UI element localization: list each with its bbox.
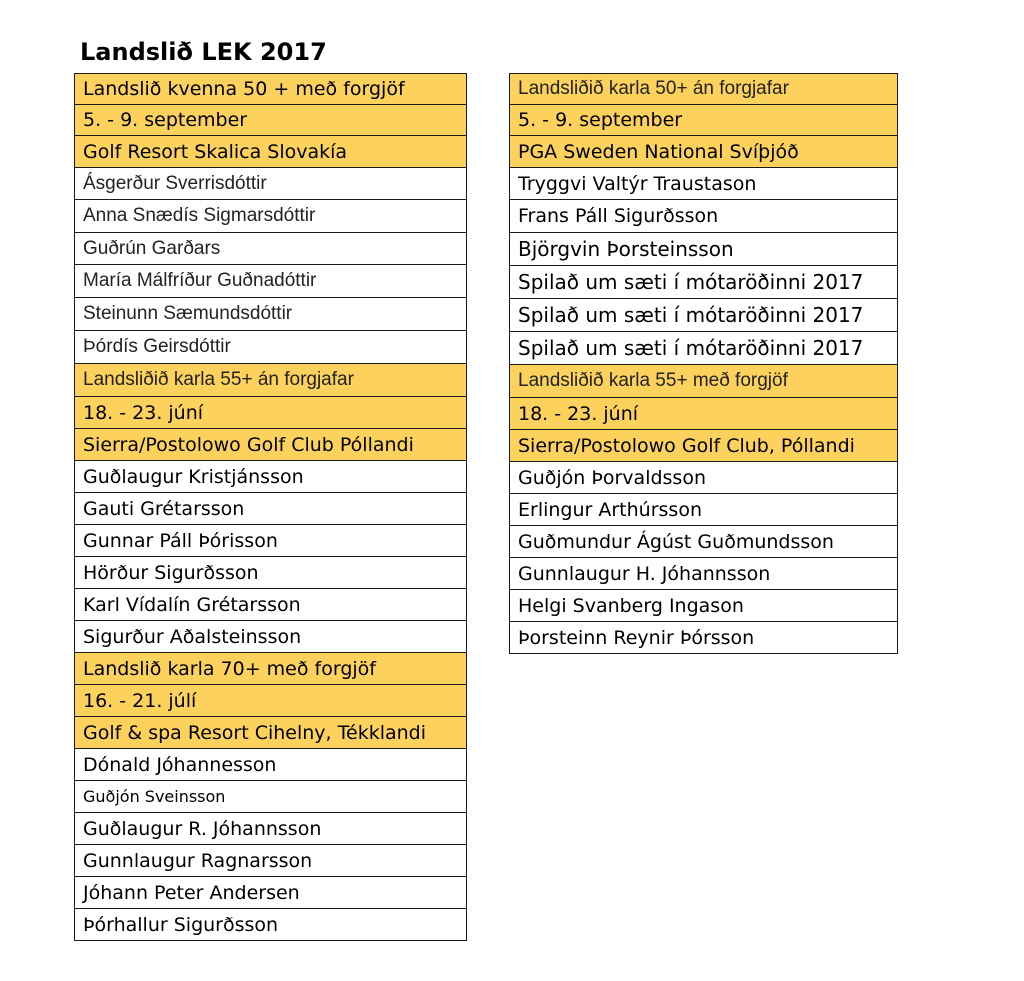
player-name-cell: Guðjón Sveinsson — [75, 781, 467, 813]
player-name-cell: Karl Vídalín Grétarsson — [75, 589, 467, 621]
player-name-cell: Gunnar Páll Þórisson — [75, 525, 467, 557]
table-row — [75, 461, 467, 493]
section-header-cell: 16. - 21. júlí — [75, 685, 467, 717]
table-row — [75, 557, 467, 589]
player-name-cell: Guðrún Garðars — [75, 233, 467, 265]
player-name-cell: Guðlaugur Kristjánsson — [75, 461, 467, 493]
table-row — [510, 430, 898, 462]
player-name-cell: Ásgerður Sverrisdóttir — [75, 168, 467, 200]
player-name-cell: Guðlaugur R. Jóhannsson — [75, 813, 467, 845]
table-row — [510, 168, 898, 200]
player-name-cell: Erlingur Arthúrsson — [510, 494, 898, 526]
section-header-cell: Golf & spa Resort Cihelny, Tékklandi — [75, 717, 467, 749]
page-title: Landslið LEK 2017 — [80, 38, 327, 66]
section-header-cell: Sierra/Postolowo Golf Club Póllandi — [75, 429, 467, 461]
player-name-cell: Anna Snædís Sigmarsdóttir — [75, 200, 467, 233]
player-name-cell: María Málfríður Guðnadóttir — [75, 265, 467, 298]
table-row — [510, 105, 898, 136]
table-row — [75, 168, 467, 200]
table-row — [510, 332, 898, 365]
player-name-cell: Jóhann Peter Andersen — [75, 877, 467, 909]
table-row — [75, 105, 467, 136]
left-team-table — [74, 73, 467, 941]
player-name-cell: Spilað um sæti í mótaröðinni 2017 — [510, 332, 898, 365]
player-name-cell: Tryggvi Valtýr Traustason — [510, 168, 898, 200]
player-name-cell: Gunnlaugur H. Jóhannsson — [510, 558, 898, 590]
player-name-cell: Frans Páll Sigurðsson — [510, 200, 898, 233]
section-header-cell: 5. - 9. september — [510, 105, 898, 136]
section-header-cell: 18. - 23. júní — [75, 397, 467, 429]
table-row — [75, 200, 467, 233]
section-header-cell: 18. - 23. júní — [510, 398, 898, 430]
table-row — [75, 845, 467, 877]
table-row — [75, 429, 467, 461]
table-row — [510, 462, 898, 494]
player-name-cell: Sigurður Aðalsteinsson — [75, 621, 467, 653]
right-team-table-body — [510, 74, 898, 654]
table-row — [75, 364, 467, 397]
left-team-table-body — [75, 74, 467, 941]
table-row — [510, 200, 898, 233]
table-row — [75, 265, 467, 298]
player-name-cell: Þórdís Geirsdóttir — [75, 331, 467, 364]
table-row — [75, 493, 467, 525]
table-row — [510, 365, 898, 398]
table-row — [510, 136, 898, 168]
table-row — [75, 813, 467, 845]
right-team-table — [509, 73, 898, 654]
table-row — [510, 494, 898, 526]
player-name-cell: Þorsteinn Reynir Þórsson — [510, 622, 898, 654]
table-row — [510, 622, 898, 654]
table-row — [75, 781, 467, 813]
section-header-cell: Golf Resort Skalica Slovakía — [75, 136, 467, 168]
player-name-cell: Spilað um sæti í mótaröðinni 2017 — [510, 266, 898, 299]
player-name-cell: Guðjón Þorvaldsson — [510, 462, 898, 494]
table-row — [75, 331, 467, 364]
table-row — [510, 299, 898, 332]
table-row — [75, 685, 467, 717]
table-row — [510, 74, 898, 105]
player-name-cell: Dónald Jóhannesson — [75, 749, 467, 781]
table-row — [75, 909, 467, 941]
table-row — [75, 749, 467, 781]
section-header-cell: 5. - 9. september — [75, 105, 467, 136]
table-row — [510, 590, 898, 622]
table-row — [510, 526, 898, 558]
table-row — [75, 136, 467, 168]
section-header-cell: Sierra/Postolowo Golf Club, Póllandi — [510, 430, 898, 462]
player-name-cell: Gauti Grétarsson — [75, 493, 467, 525]
section-header-cell: Landsliðið karla 55+ með forgjöf — [510, 365, 898, 398]
table-row — [75, 233, 467, 265]
table-row — [75, 717, 467, 749]
player-name-cell: Gunnlaugur Ragnarsson — [75, 845, 467, 877]
table-row — [75, 653, 467, 685]
table-row — [510, 558, 898, 590]
table-row — [75, 621, 467, 653]
table-row — [510, 398, 898, 430]
player-name-cell: Þórhallur Sigurðsson — [75, 909, 467, 941]
section-header-cell: PGA Sweden National Svíþjóð — [510, 136, 898, 168]
section-header-cell: Landslið karla 70+ með forgjöf — [75, 653, 467, 685]
player-name-cell: Guðmundur Ágúst Guðmundsson — [510, 526, 898, 558]
table-row — [75, 298, 467, 331]
section-header-cell: Landsliðið karla 55+ án forgjafar — [75, 364, 467, 397]
table-row — [510, 233, 898, 266]
table-row — [75, 589, 467, 621]
player-name-cell: Spilað um sæti í mótaröðinni 2017 — [510, 299, 898, 332]
table-row — [75, 877, 467, 909]
table-row — [75, 525, 467, 557]
table-row — [510, 266, 898, 299]
player-name-cell: Hörður Sigurðsson — [75, 557, 467, 589]
section-header-cell: Landslið kvenna 50 + með forgjöf — [75, 74, 467, 105]
table-row — [75, 74, 467, 105]
player-name-cell: Steinunn Sæmundsdóttir — [75, 298, 467, 331]
table-row — [75, 397, 467, 429]
player-name-cell: Björgvin Þorsteinsson — [510, 233, 898, 266]
player-name-cell: Helgi Svanberg Ingason — [510, 590, 898, 622]
section-header-cell: Landsliðið karla 50+ án forgjafar — [510, 74, 898, 105]
